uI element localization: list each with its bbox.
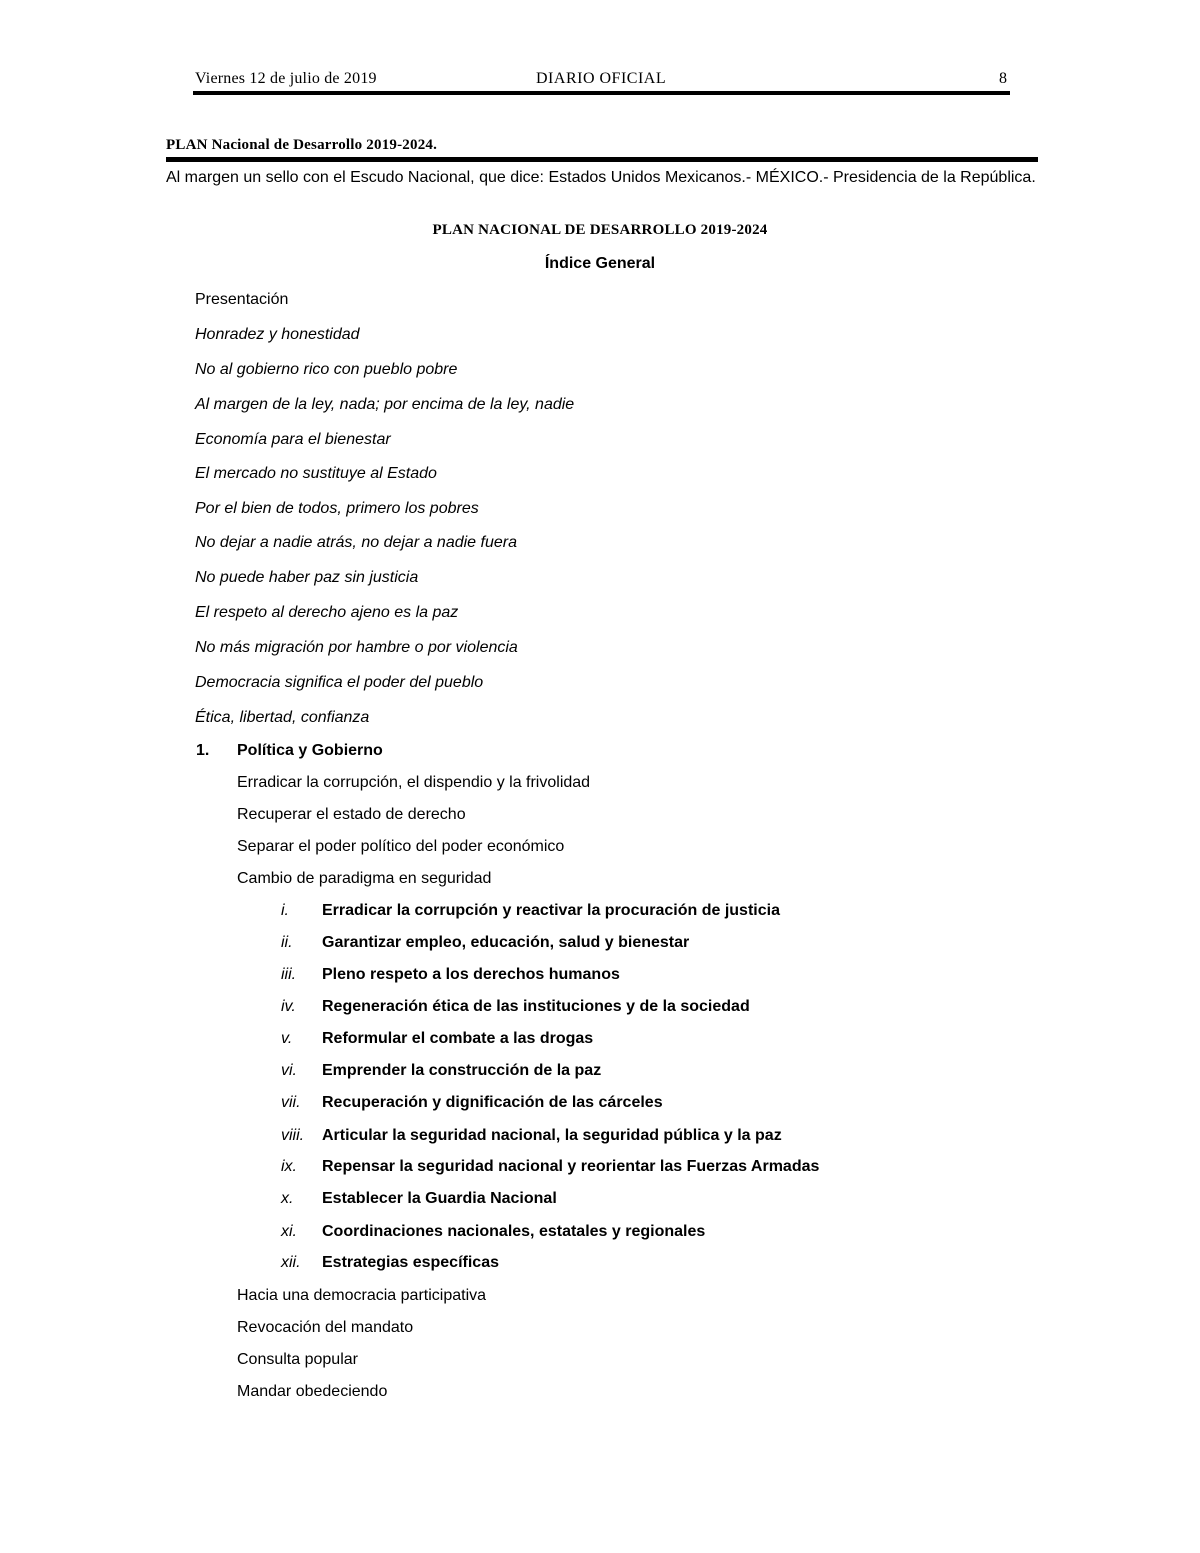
index-entry-section: Mandar obedeciendo (237, 1383, 388, 1400)
index-entry-principle: Democracia significa el poder del pueblo (195, 674, 484, 691)
strategy-title: Estrategias específicas (322, 1254, 499, 1271)
index-entry-section: Revocación del mandato (237, 1319, 414, 1336)
strategy-numeral: viii. (281, 1127, 305, 1144)
strategy-numeral: iii. (281, 966, 297, 983)
header-divider (193, 91, 1010, 95)
strategy-numeral: xi. (281, 1223, 297, 1240)
strategy-title: Emprender la construcción de la paz (322, 1062, 602, 1079)
newspaper-name: DIARIO OFICIAL (536, 70, 667, 87)
index-entry-principle: Al margen de la ley, nada; por encima de la ley, nadie (195, 396, 575, 413)
chapter-number: 1. (196, 742, 210, 759)
strategy-title: Reformular el combate a las drogas (322, 1030, 594, 1047)
strategy-numeral: vi. (281, 1062, 297, 1079)
strategy-numeral: xii. (281, 1254, 301, 1271)
index-entry-section: Hacia una democracia participativa (237, 1287, 487, 1304)
index-entry-principle: Por el bien de todos, primero los pobres (195, 500, 479, 517)
index-entry-section: Cambio de paradigma en seguridad (237, 870, 492, 887)
index-entry-section: Separar el poder político del poder económico (237, 838, 565, 855)
page-number: 8 (999, 70, 1007, 87)
strategy-numeral: i. (281, 902, 289, 919)
index-title: Índice General (544, 255, 656, 272)
strategy-title: Regeneración ética de las instituciones y de la sociedad (322, 998, 750, 1015)
index-entry-principle: Ética, libertad, confianza (195, 709, 370, 726)
strategy-numeral: v. (281, 1030, 293, 1047)
index-entry-section: Consulta popular (237, 1351, 358, 1368)
strategy-title: Repensar la seguridad nacional y reorientar las Fuerzas Armadas (322, 1158, 820, 1175)
index-entry-presentation: Presentación (195, 291, 289, 308)
section-divider (166, 157, 1038, 162)
intro-paragraph: Al margen un sello con el Escudo Nacional, que dice: Estados Unidos Mexicanos.- MÉXICO.- Presidencia de la República. (166, 169, 1036, 186)
index-entry-section: Recuperar el estado de derecho (237, 806, 466, 823)
page-header (193, 70, 1010, 92)
strategy-numeral: ix. (281, 1158, 297, 1175)
chapter-title: Política y Gobierno (237, 742, 383, 759)
strategy-title: Articular la seguridad nacional, la seguridad pública y la paz (322, 1127, 782, 1144)
strategy-numeral: vii. (281, 1094, 301, 1111)
index-entry-section: Erradicar la corrupción, el dispendio y la frivolidad (237, 774, 591, 791)
index-entry-principle: No dejar a nadie atrás, no dejar a nadie fuera (195, 534, 517, 551)
strategy-title: Garantizar empleo, educación, salud y bienestar (322, 934, 690, 951)
index-entry-principle: Economía para el bienestar (195, 431, 391, 448)
index-entry-principle: No al gobierno rico con pueblo pobre (195, 361, 458, 378)
strategy-numeral: x. (281, 1190, 294, 1207)
document-title: PLAN NACIONAL DE DESARROLLO 2019-2024 (432, 222, 768, 238)
index-entry-principle: No puede haber paz sin justicia (195, 569, 419, 586)
section-title: PLAN Nacional de Desarrollo 2019-2024. (166, 137, 438, 153)
strategy-title: Erradicar la corrupción y reactivar la procuración de justicia (322, 902, 780, 919)
index-entry-principle: El mercado no sustituye al Estado (195, 465, 437, 482)
strategy-numeral: ii. (281, 934, 293, 951)
strategy-title: Recuperación y dignificación de las cárceles (322, 1094, 663, 1111)
index-entry-principle: No más migración por hambre o por violencia (195, 639, 518, 656)
strategy-title: Coordinaciones nacionales, estatales y regionales (322, 1223, 706, 1240)
strategy-title: Pleno respeto a los derechos humanos (322, 966, 620, 983)
index-entry-principle: Honradez y honestidad (195, 326, 360, 343)
publication-date: Viernes 12 de julio de 2019 (195, 70, 377, 87)
strategy-numeral: iv. (281, 998, 296, 1015)
index-entry-principle: El respeto al derecho ajeno es la paz (195, 604, 459, 621)
strategy-title: Establecer la Guardia Nacional (322, 1190, 557, 1207)
